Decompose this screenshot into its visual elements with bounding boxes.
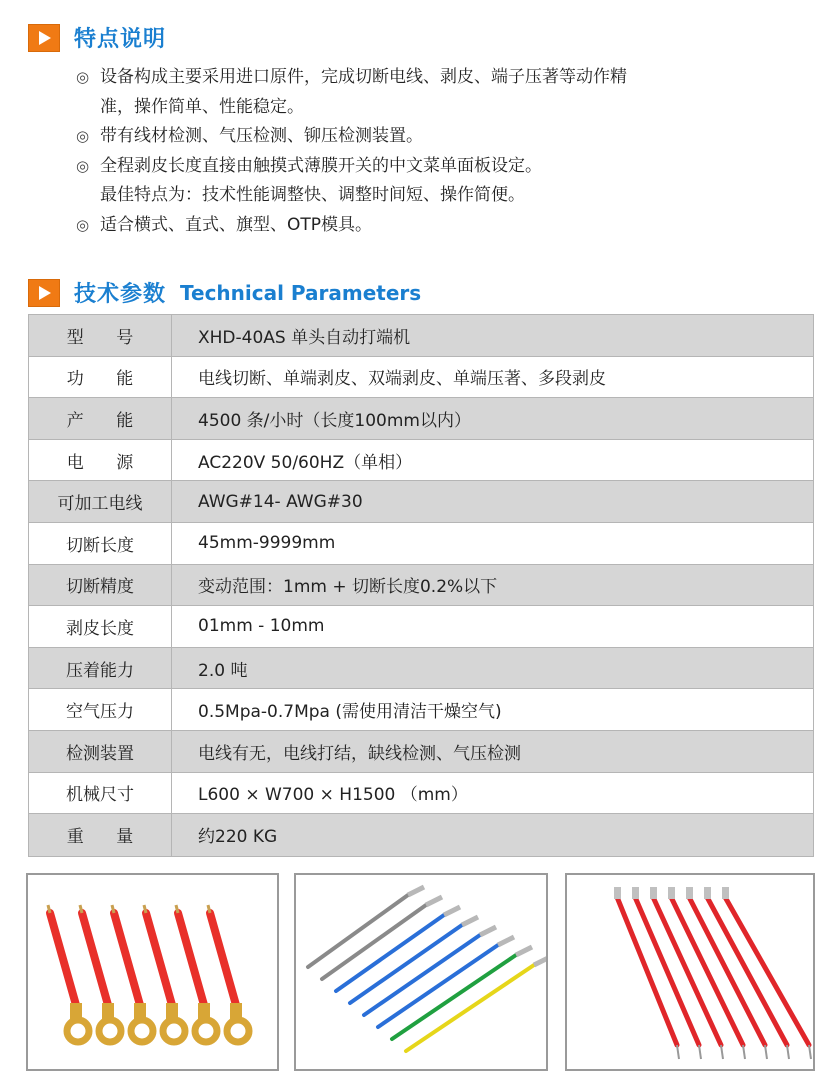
param-key: 剥皮长度 <box>29 606 172 647</box>
stripped-end <box>787 1045 789 1059</box>
table-row <box>29 315 813 357</box>
terminal <box>444 907 460 915</box>
photo-colored-wires-assorted-terminals <box>294 873 548 1071</box>
feature-line: 设备构成主要采用进口原件，完成切断电线、剥皮、端子压著等动作精 <box>100 67 627 87</box>
feature-line: 全程剥皮长度直接由触摸式薄膜开关的中文菜单面板设定。 <box>100 155 542 176</box>
param-key: 电 源 <box>29 440 172 481</box>
stripped-end <box>721 1045 723 1059</box>
stripped-end <box>48 905 50 913</box>
wire <box>322 905 426 979</box>
terminal <box>498 937 514 945</box>
table-row <box>29 689 813 731</box>
features-header <box>28 22 166 53</box>
pin-terminal <box>704 887 711 899</box>
red-wire <box>725 897 809 1045</box>
pin-terminal <box>632 887 639 899</box>
param-key: 切断长度 <box>29 523 172 564</box>
param-value: 电线有无，电线打结，缺线检测、气压检测 <box>198 743 521 764</box>
circle-bullet-icon: ◎ <box>76 127 90 145</box>
terminal <box>426 897 442 905</box>
table-row <box>29 357 813 399</box>
params-title-en: Technical Parameters <box>180 280 422 305</box>
stripped-end <box>112 905 114 913</box>
param-key: 检测装置 <box>29 731 172 772</box>
pin-terminal <box>650 887 657 899</box>
table-row <box>29 606 813 648</box>
param-value: XHD-40AS 单头自动打端机 <box>198 327 411 348</box>
param-value: 4500 条/小时（长度100mm以内） <box>198 410 471 431</box>
circle-bullet-icon: ◎ <box>76 68 90 86</box>
wire <box>336 915 444 991</box>
feature-line: 适合横式、直式、旗型、OTP模具。 <box>100 214 373 235</box>
stripped-end <box>80 905 82 913</box>
stripped-end <box>743 1045 745 1059</box>
params-table <box>28 314 814 857</box>
wire <box>378 945 498 1027</box>
param-key: 型 号 <box>29 315 172 356</box>
pin-terminal <box>722 887 729 899</box>
param-key: 功 能 <box>29 357 172 398</box>
pin-terminal <box>614 887 621 899</box>
ring-terminal <box>163 1020 185 1042</box>
table-row <box>29 731 813 773</box>
wire-harness-illustration <box>48 905 249 1042</box>
param-key: 压着能力 <box>29 648 172 689</box>
param-value: L600 × W700 × H1500 （mm） <box>198 785 468 806</box>
features-list <box>76 63 806 240</box>
feature-item <box>76 63 806 122</box>
terminal <box>480 927 496 935</box>
wire <box>364 935 480 1015</box>
wire <box>350 925 462 1003</box>
table-row <box>29 565 813 607</box>
terminal <box>516 947 532 955</box>
param-key: 产 能 <box>29 398 172 439</box>
red-wire <box>82 913 108 1005</box>
table-row <box>29 440 813 482</box>
feature-item <box>76 152 806 211</box>
table-row <box>29 648 813 690</box>
param-value: AWG#14- AWG#30 <box>198 491 363 512</box>
pin-terminal <box>686 887 693 899</box>
param-value: 0.5Mpa-0.7Mpa (需使用清洁干燥空气) <box>198 702 502 723</box>
red-wire <box>707 897 787 1045</box>
circle-bullet-icon: ◎ <box>76 215 90 234</box>
param-value: 45mm-9999mm <box>198 533 336 554</box>
param-value: 01mm - 10mm <box>198 616 325 637</box>
stripped-end <box>765 1045 767 1059</box>
red-wire <box>178 913 204 1005</box>
table-row <box>29 773 813 815</box>
param-key: 重 量 <box>29 814 172 856</box>
photo-red-wires-ring-terminals <box>26 873 279 1071</box>
ring-terminal <box>99 1020 121 1042</box>
table-row <box>29 814 813 856</box>
param-value: 变动范围：1mm + 切断长度0.2%以下 <box>198 577 498 598</box>
features-title: 特点说明 <box>74 27 167 52</box>
feature-line: 最佳特点为：技术性能调整快、调整时间短、操作简便。 <box>100 185 525 205</box>
red-wire <box>50 913 76 1005</box>
feature-line: 准，操作简单、性能稳定。 <box>100 96 304 117</box>
feature-line: 带有线材检测、气压检测、铆压检测装置。 <box>100 126 423 146</box>
param-key: 可加工电线 <box>29 481 172 522</box>
photo-red-wires-pin-terminals <box>565 873 815 1071</box>
ring-terminal <box>131 1020 153 1042</box>
stripped-end <box>677 1045 679 1059</box>
wire <box>406 965 534 1051</box>
terminal <box>462 917 478 925</box>
param-key: 切断精度 <box>29 565 172 606</box>
ring-terminal <box>195 1020 217 1042</box>
param-value: 约220 KG <box>198 827 278 848</box>
red-wire <box>671 897 743 1045</box>
params-header <box>28 277 421 308</box>
red-wire <box>689 897 765 1045</box>
ring-terminal <box>67 1020 89 1042</box>
stripped-end <box>208 905 210 913</box>
stripped-end <box>699 1045 701 1059</box>
play-arrow-icon <box>28 24 60 52</box>
param-key: 机械尺寸 <box>29 773 172 814</box>
param-value: 电线切断、单端剥皮、双端剥皮、单端压著、多段剥皮 <box>198 369 606 390</box>
feature-item <box>76 122 806 152</box>
param-value: AC220V 50/60HZ（单相） <box>198 452 413 473</box>
red-wire <box>114 913 140 1005</box>
red-wire <box>210 913 236 1005</box>
stripped-end <box>176 905 178 913</box>
wire <box>392 955 516 1039</box>
param-key: 空气压力 <box>29 689 172 730</box>
stripped-end <box>809 1045 811 1059</box>
play-arrow-icon <box>28 279 60 307</box>
pin-terminal <box>668 887 675 899</box>
params-title-cn: 技术参数 <box>74 282 167 307</box>
table-row <box>29 481 813 523</box>
table-row <box>29 398 813 440</box>
stripped-end <box>144 905 146 913</box>
feature-item <box>76 211 806 241</box>
wire <box>308 895 408 967</box>
ring-terminal <box>227 1020 249 1042</box>
red-wire <box>146 913 172 1005</box>
circle-bullet-icon: ◎ <box>76 156 90 175</box>
param-value: 2.0 吨 <box>198 660 248 681</box>
table-row <box>29 523 813 565</box>
terminal <box>408 887 424 895</box>
terminal <box>534 957 546 965</box>
